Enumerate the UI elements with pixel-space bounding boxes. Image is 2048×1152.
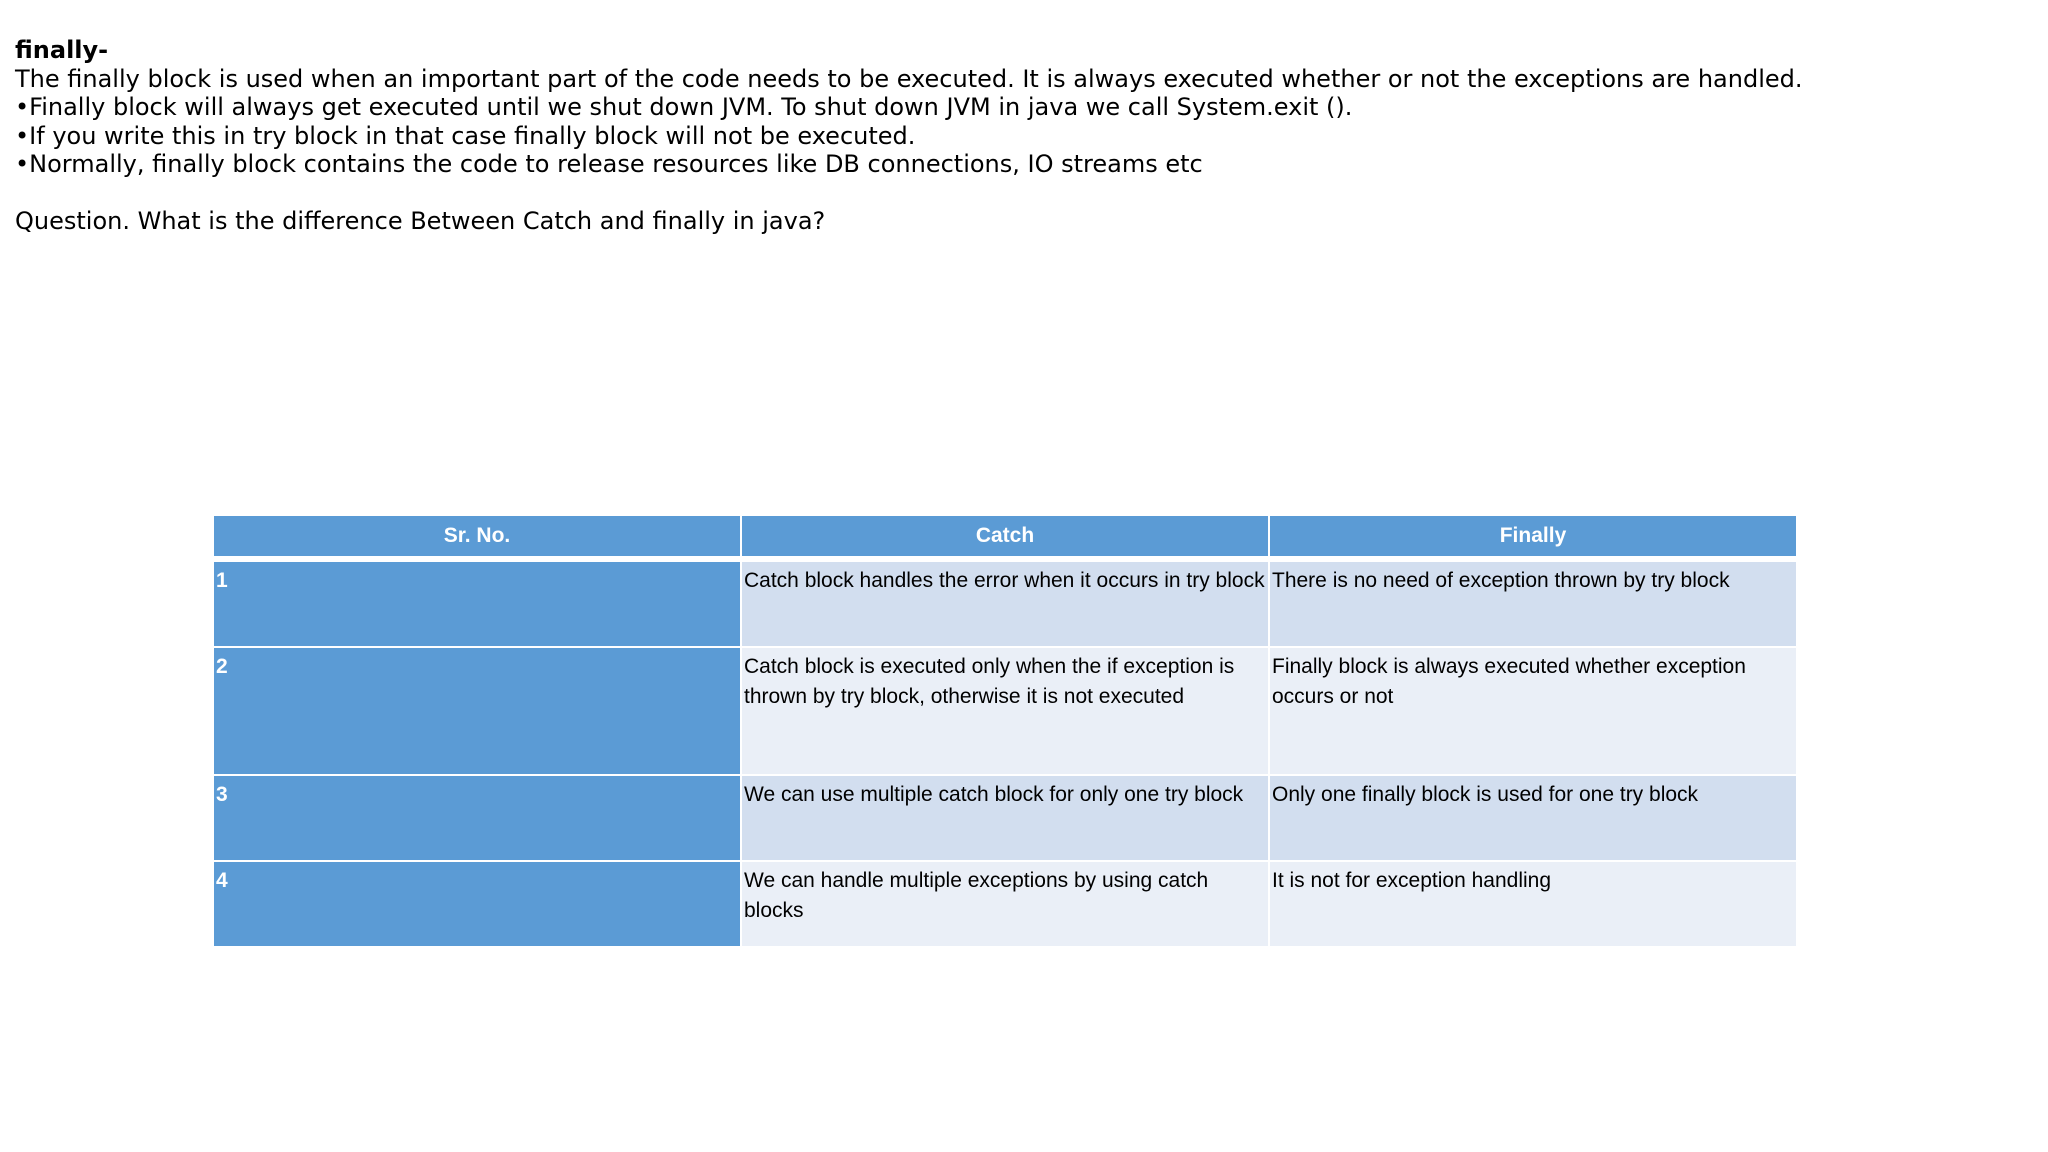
section-heading: finally- xyxy=(15,36,109,64)
table-row xyxy=(214,648,1796,774)
table-row xyxy=(214,862,1796,946)
finally-cell: There is no need of exception thrown by try block xyxy=(1270,562,1796,646)
header-sr-no: Sr. No. xyxy=(214,516,740,560)
finally-cell: It is not for exception handling xyxy=(1270,862,1796,946)
intro-paragraph: The finally block is used when an important part of the code needs to be executed. It is always executed whether or not the exceptions are handled. xyxy=(15,64,1803,93)
header-finally: Finally xyxy=(1270,516,1796,560)
bullet-item: •Normally, finally block contains the code to release resources like DB connections, IO streams etc xyxy=(15,150,1203,178)
bullet-item: •Finally block will always get executed until we shut down JVM. To shut down JVM in java we call System.exit (). xyxy=(15,93,1353,121)
sr-cell: 2 xyxy=(214,648,740,774)
catch-cell: We can handle multiple exceptions by using catch blocks xyxy=(742,862,1268,946)
bullet-item: •If you write this in try block in that case finally block will not be executed. xyxy=(15,121,916,150)
comparison-table xyxy=(212,514,1798,948)
finally-cell: Only one finally block is used for one try block xyxy=(1270,776,1796,860)
finally-cell: Finally block is always executed whether exception occurs or not xyxy=(1270,648,1796,774)
table-row xyxy=(214,776,1796,860)
table-row xyxy=(214,562,1796,646)
table-header-row xyxy=(214,516,1796,560)
text-content xyxy=(15,36,1802,236)
sr-cell: 1 xyxy=(214,562,740,646)
spacer xyxy=(15,179,1802,208)
header-catch: Catch xyxy=(742,516,1268,560)
sr-cell: 3 xyxy=(214,776,740,860)
catch-cell: Catch block is executed only when the if exception is thrown by try block, otherwise it is not executed xyxy=(742,648,1268,774)
question-text: Question. What is the difference Between Catch and finally in java? xyxy=(15,207,826,235)
catch-cell: We can use multiple catch block for only one try block xyxy=(742,776,1268,860)
catch-cell: Catch block handles the error when it occurs in try block xyxy=(742,562,1268,646)
sr-cell: 4 xyxy=(214,862,740,946)
